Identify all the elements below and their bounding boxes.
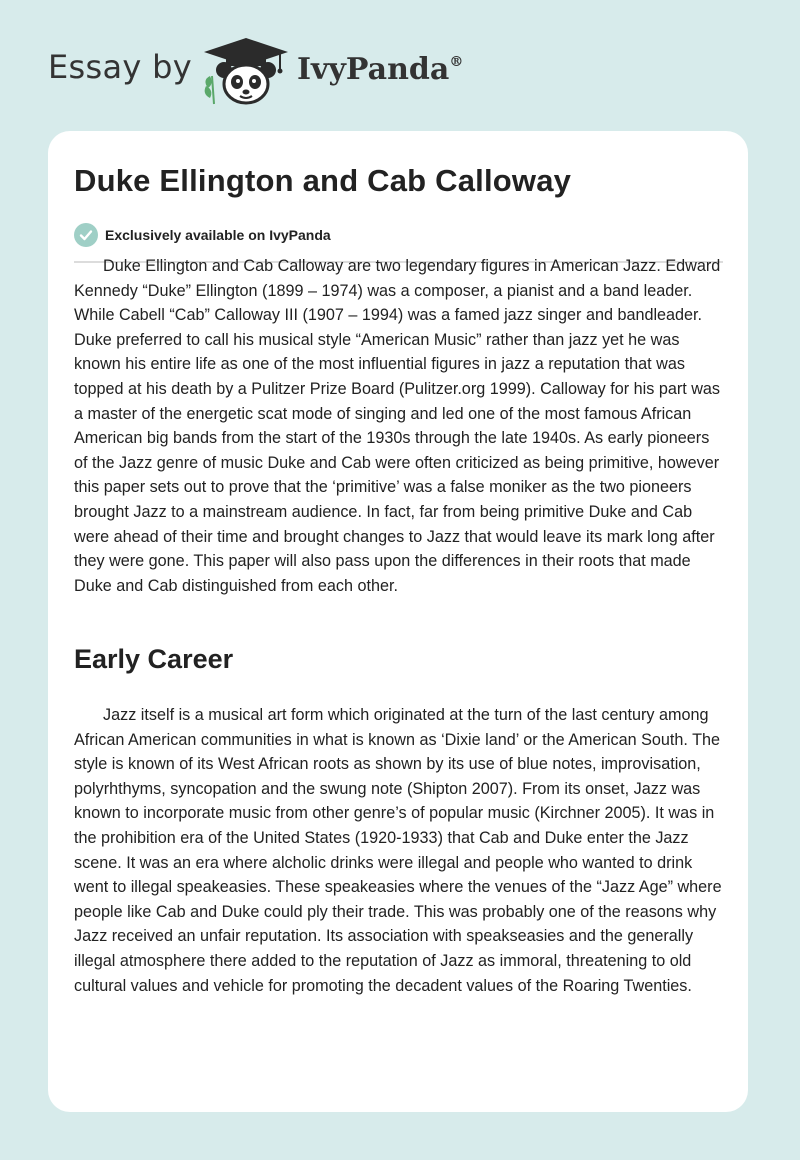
essay-paragraph: Duke Ellington and Cab Calloway are two legendary figures in American Jazz. Edward Kennedy “Duke” Ellington (1899 – 1974) was a composer, a pianist and a band leader. While Cabell “Cab” Calloway III (1907 – 1994) was a famed jazz singer and bandleader. Duke preferred to call his musical style “American Music” rather than jazz yet he was known his entire life as one of the most influential figures in jazz a reputation that was topped at his death by a Pulitzer Prize Board (Pulitzer.org 1999). Calloway for his part was a master of the energetic scat mode of singing and led one of the most famous African American big bands from the start of the 1930s through the late 1940s. As early pioneers of the Jazz genre of music Duke and Cab were often criticized as being primitive, however this paper sets out to prove that the ‘primitive’ was a false moniker as the two pioneers brought Jazz to a mainstream audience. In fact, far from being primitive Duke and Cab were ahead of their time and brought changes to Jazz that would leave its mark long after they were gone. This paper will also pass upon the differences in their roots that made Duke and Cab distinguished from each other. — [74, 257, 721, 595]
ivypanda-wordmark[interactable]: IvyPanda® — [297, 52, 464, 87]
check-circle-icon — [74, 223, 98, 247]
site-header — [0, 0, 800, 130]
exclusive-badge — [74, 222, 331, 248]
essay-card — [48, 131, 748, 1112]
section-heading: Early Career — [74, 644, 234, 674]
essay-by-label: Essay by — [48, 48, 192, 86]
essay-paragraph: Jazz itself is a musical art form which originated at the turn of the last century among African American communities in what is known as ‘Dixie land’ or the American South. The style is known of its West African roots as shown by its use of blue notes, improvisation, polyrhthyms, syncopation and the swung note (Shipton 2007). From its onset, Jazz was known to incorporate music from other genre’s of popular music (Kirchner 2005). It was in the prohibition era of the United States (1920-1933) that Cab and Duke enter the Jazz scene. It was an era where alcholic drinks were illegal and people who wanted to drink went to illegal speakeasies. These speakeasies where the venues of the “Jazz Age” where people like Cab and Duke could ply their trade. This was probably one of the reasons why Jazz received an unfair reputation. Its association with speakseasies and the generally illegal atmosphere there added to the reputation of Jazz as immoral, threatening to old cultural values and vehicle for promoting the decadent values of the Roaring Twenties. — [74, 706, 722, 995]
exclusive-badge-label: Exclusively available on IvyPanda — [105, 227, 331, 243]
panda-logo-icon[interactable] — [200, 36, 292, 106]
essay-title: Duke Ellington and Cab Calloway — [74, 163, 572, 198]
